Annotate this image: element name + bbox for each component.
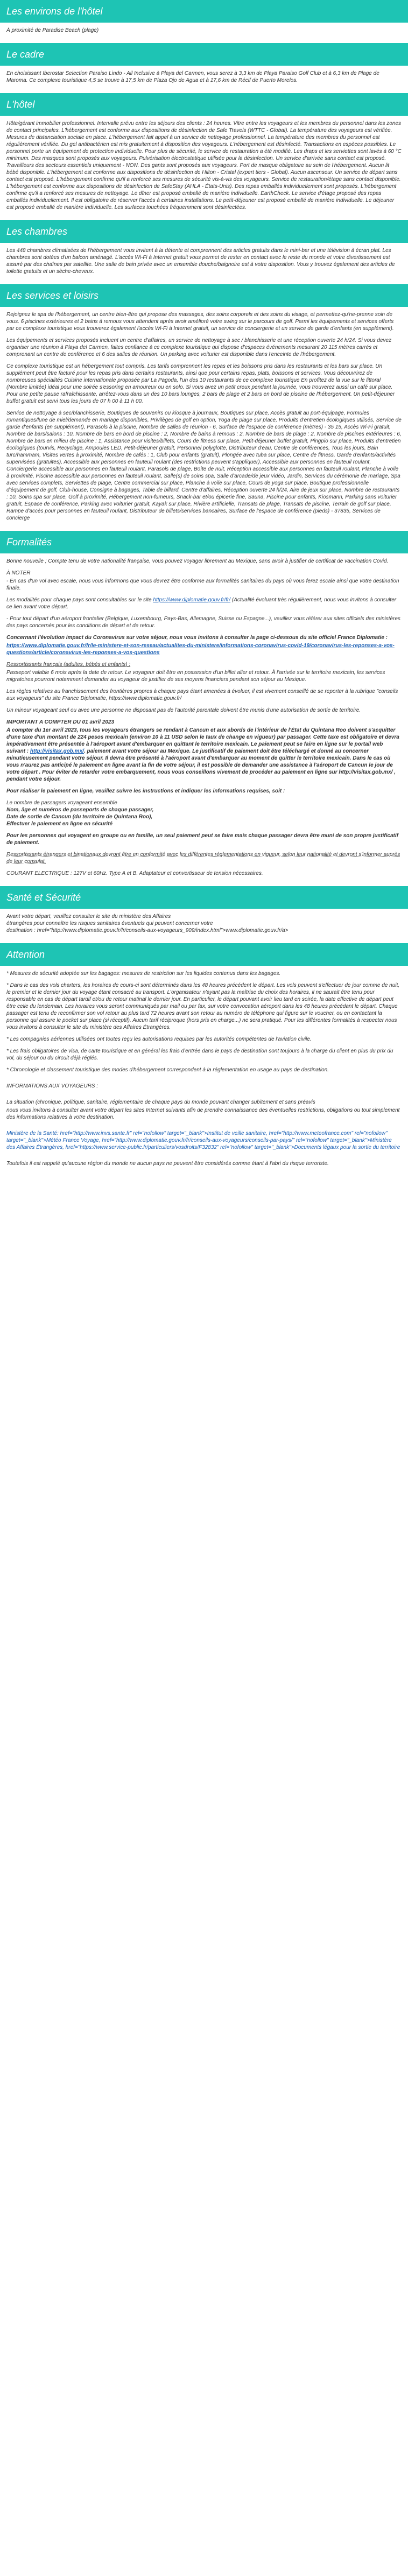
realiser-text: Pour réaliser le paiement en ligne, veuillez suivre les instructions et indiquer les informations requises, soit : [6,788,285,794]
section-chambres [0,220,408,284]
section-title: Santé et Sécurité [0,886,408,909]
footer-note: Toutefois il est rappelé qu'aucune région du monde ne aucun pays ne peuvent être considérés comme étant à l'abri du risque terroriste. [6,1161,329,1167]
important-post: . paiement avant votre séjour au Mexique. Le justificatif de paiement doit être téléchargé et donné au concerner minutieusement pendant votre séjour. Il devra être présenté à l'aéroport avant d'embarquer au moment de quitter le territoire mexicain. Dans le cas où vous n'aurez pas anticipé le paiement en ligne avant la fin de votre séjour, il est possible de demander une assistance à l'aéroport de Cancun le jour de votre départ . Pour éviter de retarder votre embarquement, nous vous conseillons vivement de procéder au paiement en ligne sur http://visitax.gob.mx/ , pendant votre séjour. [6,748,396,782]
visitax-link[interactable]: http://visitax.gob.mx/ [30,748,84,754]
formalites-intro: Bonne nouvelle ; Compte tenu de votre nationalité française, vous pouvez voyager librement au Mexique, sans avoir à justifier de certificat de vaccination Covid. [6,558,389,564]
attention-item: * Mesures de sécurité adoptée sur les bagages: mesures de restriction sur les liquides contenus dans les bagages. [6,971,281,977]
section-title: L'hôtel [0,93,408,116]
section-title: Attention [0,943,408,966]
attention-item: * Chronologie et classement touristique des modes d'hébergement correspondent à la réglementation en usage au pays de destination. [6,1067,329,1073]
section-services [0,284,408,531]
list-item: Effectuer le paiement en ligne en sécurité [6,821,113,827]
important-pre: À compter du 1er avril 2023, tous les voyageurs étrangers se rendant à Cancun et aux abords de l'intérieur de l'État du Quintana Roo doivent s'acquitter d'une taxe d'un montant de 224 pesos mexicain (environ 10 à 11 USD selon le taux de change en vigueur) par passager. Cette taxe est obligatoire et devra impérativement être présentée à l'aéroport avant d'embarquer en quittant le territoire mexicain. Le paiement peut se faire en ligne sur le portail web suivant : [6,727,399,754]
list-item: Le nombre de passagers voyageant ensemble [6,800,117,806]
paiement-steps-list [6,799,402,827]
covid-link[interactable]: https://www.diplomatie.gouv.fr/fr/le-ministere-et-son-reseau/actualites-du-ministere/informations-coronavirus-covid-19/coronavirus-les-reponses-a-vos-questions/article/coronavirus-les-reponses-a-vos-questions [6,643,395,656]
ressortissants-title: Ressortissants français (adultes, bébés et enfants) : [6,662,131,668]
important-title: IMPORTANT A COMPTER DU 01 avril 2023 [6,719,115,725]
section-title: Les environs de l'hôtel [0,0,408,23]
courant-text: COURANT ELECTRIQUE : 127V et 60Hz. Type A et B. Adaptateur et convertisseur de tension nécessaires. [6,871,263,876]
section-formalites [0,531,408,886]
sante-line: Avant votre départ, veuillez consulter le site du ministère des Affaires [6,914,171,920]
cadre-text: En choisissant Iberostar Selection Paraiso Lindo - All Inclusive à Playa del Carmen, vous serez à 3,3 km de Playa Paraiso Golf Club et à 6,3 km de Plage de Maroma. Ce complexe touristique 4,5 se trouve à 17,5 km de Plaza Ojo de Agua et à 17,6 km de Récif de Puerto Morelos. [6,71,379,83]
info-title: INFORMATIONS AUX VOYAGEURS : [6,1083,99,1089]
anoter-text: - En cas d'un vol avec escale, nous vous informons que vous devrez être conforme aux formalités sanitaires du pays où vous ferez escale ainsi que votre destination finale. [6,578,399,591]
section-attention [0,943,408,1176]
covid-text: Concernant l'évolution impact du Coronavirus sur votre séjour, nous vous invitons à consulter la page ci-dessous du site officiel France Diplomatie : [6,635,388,641]
attention-item: * Les compagnies aériennes utilisées ont toutes reçu les autorisations requises par les autorités compétentes de l'aviation civile. [6,1036,312,1042]
services-paragraph: Rejoignez le spa de l'hébergement, un centre bien-être qui propose des massages, des soins corporels et des soins du visage, et permettez-qu'ne-prenne soin de vous. 6 piscines extérieures et 2 bains à remous vous attendent après avoir amélioré votre swing sur le parcours de golf. Parmi les équipements et services offerts par ce complexe touristique vous trouverez également l'accès Wi-Fi à Internet gratuit, un service de conciergerie et un service de garde d'enfants (en supplément). [6,312,394,332]
info-text: nous vous invitons à consulter avant votre départ les sites Internet suivants afin de prendre connaissance des éventuelles restrictions, obligations ou tout simplement des informations relatives à votre destination. [6,1107,400,1120]
section-hotel [0,93,408,220]
famille-text: Pour les personnes qui voyagent en groupe ou en famille, un seul paiement peut se faire mais chaque passager devra être muni de son propre justificatif de paiement. [6,833,398,846]
sante-line: étrangères pour connaître les risques sanitaires éventuels qui peuvent concerner votre [6,921,213,926]
ressortissants-etrangers-text: Ressortissants étrangers et binationaux devront être en conformité avec les différentes réglementations en vigueur, selon leur nationalité et devront s'informer auprès de leur consulat. [6,852,400,865]
services-paragraph: Les équipements et services proposés incluent un centre d'affaires, un service de nettoyage à sec / blanchisserie et une réception ouverte 24 h/24. Si vous devez organiser une réunion à Playa del Carmen, faites confiance à ce complexe touristique qui dispose d'espaces événements mesurant 20 115 mètres carrés et comprenant un centre de conférence et 6 des salles de réunion. Un parking avec voiturier est disponible dans l'enceinte de l'hébergement. [6,338,392,357]
section-title: Formalités [0,531,408,553]
section-title: Les services et loisirs [0,284,408,307]
modalites-post: (Actualité évoluant très régulièrement, nous vous invitons à consulter ce lien avant votre départ. [6,597,397,610]
chambres-text: Les 448 chambres climatisées de l'hébergement vous invitent à la détente et comprennent des articles gratuits dans le mini-bar et une télévision à écran plat. Les chambres sont dotées d'un balcon aménagé. L'accès Wi-Fi à Internet gratuit vous permet de rester en contact avec le reste du monde et votre divertissement est assuré par des chaînes par satellite. Une salle de bain privée avec un ensemble douche/baignoire est à votre disposition. Vous y trouvez également des articles de toilette gratuits et un sèche-cheveux. [6,248,395,275]
list-item: Date de sortie de Cancun (du territoire de Quintana Roo), [6,814,153,820]
regles-text: Les règles relatives au franchissement des frontières propres à chaque pays étant amenées à évoluer, il est vivement conseillé de se reporter à la rubrique "conseils aux voyageurs" du site France Diplomatie, https://www.diplomatie.gouv.fr/ [6,689,398,701]
modalites-text [6,596,402,610]
passeport-text: Passeport valable 6 mois après la date de retour. Le voyageur doit être en possession d'un billet aller et retour. À l'arrivée sur le territoire mexicain, les services migratoires pourront notamment demander au voyageur de justifier de ses moyens financiers pendant son séjour au Mexique. [6,670,385,683]
info-text: La situation (chronique, politique, sanitaire, réglementaire de chaque pays du monde pouvant changer subitement et sans préavis [6,1099,315,1105]
services-paragraph: Service de nettoyage à sec/blanchisserie, Boutiques de souvenirs ou kiosque à journaux, Boutiques sur place, Accès gratuit au port-équipage, Formules romantiques/lune de miel/demande en mariage disponibles, Privilèges de golf en option, Yoga de plage sur place, Produits d'entretien écologiques utilisés, Service de garde d'enfants (en supplément), Parasols à la piscine, Nombre de salles de réunion - 6, Surface de l'espace de conférence (mètres) - 35 15, Accès Wi-Fi gratuit, Nombre de bars/salons : 10, Nombre de bars en bord de piscine : 2, Nombre de bains à remous : 2, Nombre de bars de plage : 2, Nombre de piscines extérieures : 6, Nombre de bars en milieu de piscine : 1, Assistance pour visites/billets, Cours de fitness sur place, Petit-déjeuner buffet gratuit, Pingpio sur place, Produits d'entretien écologiques (tourvis, Recyclage, Ampoules LED, Petit-déjeuner gratuit, Personnel polyglotte, Distributeur d'eau, Centre de conférences, Tous les jours, Bain turc/hammam, Visites vertes à proximité, Nombre de cafés : 1, Club pour enfants (gratuit), Plongée avec tuba sur place, Centre de fitness, Garde d'enfants/activités supervisées (gratuites), Accessible aux personnes en fauteuil roulant (des restrictions peuvent s'appliquer), Accessible aux personnes en fauteuil roulant, Conciergerie accessible aux personnes en fauteuil roulant, Parasols de plage, Boîte de nuit, Réception accessible aux personnes en fauteuil roulant, Planche à voile à proximité, Piscine accessible aux personnes en fauteuil roulant, Salle(s) de soins spa, Salle d'arcade/de jeux vidéo, Jardin, Services du cérémonie de mariage, Spa avec services complets, Serviettes de plage, Centre commercial sur place, Planche à voile sur place, Cours de yoga sur place, Boutique professionnelle d'équipement de golf, Club-house, Consigne à bagages, Table de billard, Centre d'affaires, Réception ouverte 24 h/24, Aire de jeux sur place, Nombre de restaurants : 10, Soins spa sur place, Golf à proximité, Hébergement non-fumeurs, Snack-bar et/ou épicerie fine, Sauna, Piscine pour enfants, Kiosmann, Parking sans voiturier gratuit, Espace de conférence, Parking avec voiturier gratuit, Kayak sur place, Rivière artificielle, Transats de plage, Transats de piscine, Terrain de golf sur place, Rampe d'accès pour personnes en fauteuil roulant, Distributeur de billets/services bancaires, Surface de l'espace de conférence (pieds) - 37835, Services de concierge [6,410,402,521]
section-cadre [0,43,408,93]
section-title: Le cadre [0,43,408,66]
section-sante [0,886,408,943]
attention-item: * Dans le cas des vols charters, les horaires de cours-ci sont déterminés dans les 48 heures précédent le départ. Les vols peuvent s'effectuer de jour comme de nuit, le premier et le dernier jour du voyage étant consacré au transport. L'organisateur n'ayant pas la maîtrise du choix des horaires, il ne saurait être tenu pour responsable en cas de départ tardif et/ou de retour matinal le dernier jour. En particulier, le départ pouvant avoir lieu tard en soirée, la date effective de départ peut être celle du lendemain. Les horaires vous seront communiqués par mail ou par fax, sur votre convocation aéroport dans les 48 heures précédant le départ. Chaque passager est tenu de reconfirmer son vol retour au plus tard 72 heures avant son retour au numéro de téléphone qui figure sur le voucher, ou en contactant la personne qui assure le pocket sur place (si réceptif). Aucun tarif réciproque (hors pris en charge...) ne sera pratiqué. Pour les différentes formalités à respecter nous vous invitons à consulter le site du ministère des Affaires Étrangères. [6,982,400,1030]
list-item: Nom, âge et numéros de passeports de chaque passager, [6,807,154,813]
environs-text: À proximité de Paradise Beach (plage) [6,27,99,33]
aeroport-frontalier-text: - Pour tout départ d'un aéroport frontalier (Belgique, Luxembourg, Pays-Bas, Allemagne, Suisse ou Espagne...), veuillez vous référer aux sites officiels des ministères des pays concernés pour les conditions de départ et de retour. [6,616,400,629]
diplomatie-link[interactable]: https://www.diplomatie.gouv.fr/fr/ [153,597,231,603]
services-paragraph: Ce complexe touristique est un hébergement tout compris. Les tarifs comprennent les repas et les boissons pris dans les restaurants et les bars sur place. Un supplément peut être facturé pour les repas pris dans certains restaurants, ainsi que pour certains repas, plats, boissons et services. Vous découvrirez de nombreuses spécialités Cuisine internationale proposée par La Pagoda, l'un des 10 restaurants de ce complexe touristique En profitez de la vue sur le littoral (Nombre limitée) idéal pour une soirée s'essoring en amoureux ou en solo. Si vous avez un petit creux pendant la journée, vous trouverez aussi un café sur place. Pour une petite pause rafraîchissante, arrêtez-vous dans un des 10 bars lounges, 2 bars de plage et 2 bars en bord de piscine de l'hébergement. Un petit-déjeuner buffet gratuit est servi tous les jours de 07 h 00 à 11 h 00. [6,363,395,404]
section-title: Les chambres [0,220,408,243]
anoter-title: À NOTER [6,570,31,576]
important-text [6,727,402,783]
info-links[interactable]: Ministère de la Santé: href="http://www.invs.sante.fr" rel="nofollow" target="_blank">Institut de veille sanitaire, href="http://www.meteofrance.com" rel="nofollow" target="_blank">Météo France Voyage, href="http://www.diplomatie.gouv.fr/fr/conseils-aux-voyageurs/conseils-par-pays/" rel="nofollow" target="_blank">Ministère des Affaires Étrangères, href="https://www.service-public.fr/particuliers/vosdroits/F32832" rel="nofollow" target="_blank">Documents légaux pour la sortie du territoire [6,1131,400,1150]
sante-line: destination : href="http://www.diplomatie.gouv.fr/fr/conseils-aux-voyageurs_909/index.html">www.diplomatie.gouv.fr/a> [6,928,289,933]
attention-item: * Les frais obligatoires de visa, de carte touristique et en général les frais d'entrée dans le pays de destination sont toujours à la charge du client en plus du prix du vol, du séjour ou du circuit déjà réglés. [6,1048,393,1061]
section-environs [0,0,408,43]
modalites-pre: Les modalités pour chaque pays sont consultables sur le site [6,597,153,603]
mineur-text: Un mineur voyageant seul ou avec une personne ne disposant pas de l'autorité parentale doivent être munis d'une autorisation de sortie de territoire. [6,707,361,713]
hotel-text: Hôte/gérant immobilier professionnel. Intervalle prévu entre les séjours des clients : 24 heures. Vitre entre les voyageurs et les membres du personnel dans les zones de contact principales. L'hébergement est conforme aux dispositions de désinfection de Safe Travels (WTTC - Global). La température des voyageurs est vérifiée. Mesures de distanciation sociale en place. L'hébergement fait appel à un service de nettoyage professionnel. La température des membres du personnel est régulièrement vérifiée. Du gel antibactérien est mis gratuitement à disposition des voyageurs. L'hébergement est désinfecté. Transactions en espèces possibles. Le personnel porte un équipement de protection individuelle. Pour plus de sécurité, le service de restauration a été modifié. Les draps et les serviettes sont lavés à 60 °C minimum. Des masques sont proposés aux voyageurs. Pulvérisation électrostatique utilisée pour la désinfection. Un service d'arrivée sans contact est proposé. Travailleurs des secteurs essentiels uniquement - NON. Des gants sont proposés aux voyageurs. Port de masque obligatoire au sein de l'hébergement. Aucun lit bébé disponible. L'hébergement est conforme aux dispositions de désinfection de Hilton - Cristal (expert tiers - Global). Aucun ascenseur. Un service de départ sans contact est proposé. L'hébergement confirme qu'il a renforcé ses mesures de sécurité vis-à-vis des voyageurs. Service de restauration/étage sans contact disponible. L'hébergement est conforme aux dispositions de désinfection de SafeStay (AHLA - États-Unis). Des repas emballés individuellement sont proposés. L'hébergement confirme qu'il a renforcé ses mesures de nettoyage. Le dîner est proposé emballé de manière individuelle. EarthCheck. Le service d'étage proposé des repas emballés individuellement. Il est obligatoire de réserver l'accès à certaines installations. Le petit-déjeuner est proposé emballé de manière individuelle. Le déjeuner est proposé emballé de manière individuelle. Les surfaces touchées fréquemment sont désinfectées. [6,121,402,210]
